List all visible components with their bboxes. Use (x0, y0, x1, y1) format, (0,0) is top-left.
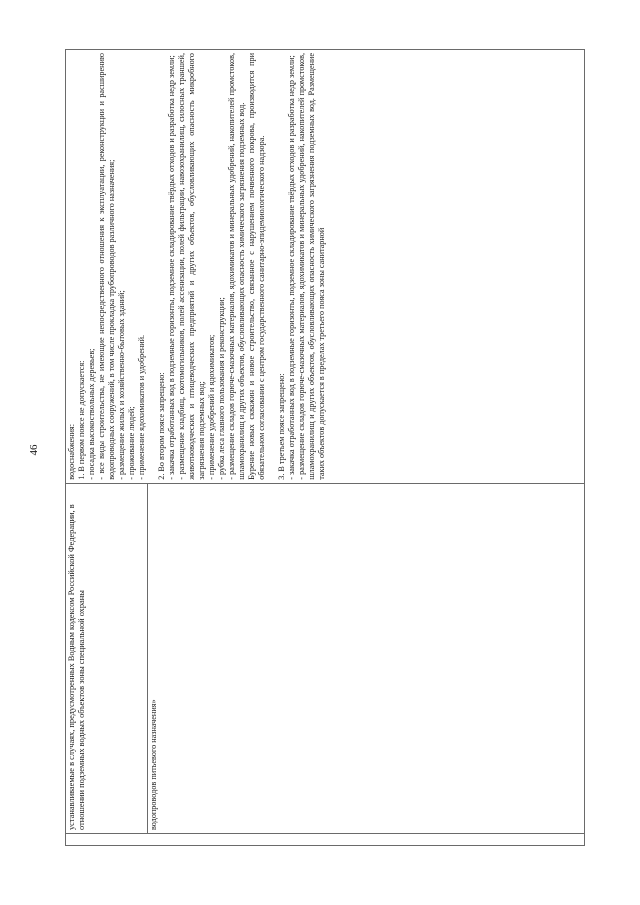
content-line: - закачка отработанных вод в подземные горизонты, подземное складирование твёрдых отходов и разработка недр земли; (287, 55, 296, 480)
content-line: Бурение новых скважин и новое строительство, связанное с нарушением почвенного покрова, производится при обязательном согласовании с центром государственного санитарно-эпидемиологического надзора. (247, 53, 266, 480)
right-cell-text: водопроводов питьевого назначения» (149, 699, 158, 830)
rotated-table-stage (65, 49, 585, 846)
content-line: - рубка леса главного пользования и реконструкции; (217, 297, 226, 480)
content-line: - посадка высокоствольных деревьев; (87, 348, 96, 480)
zone-restrictions-text (67, 53, 327, 480)
content-line: - размещение жилых и хозяйственно-бытовых зданий; (117, 290, 126, 480)
content-line: - размещение складов горюче-смазочных материалов, ядохимикатов и минеральных удобрений, накопителей промстоков, шламохранилищ и других объектов, обусловливающих опасность химического загрязнения подземных вод. Размещение таких объектов допускается в пределах третьего пояса зоны санитарной (297, 53, 326, 480)
table-empty-cell (66, 834, 585, 846)
table-content-cell (66, 50, 585, 484)
content-line: - размещение кладбищ, скотомогильников, полей ассенизации, полей фильтрации, навозохранилищ, силосных траншей, животноводческих и птицеводческих предприятий и других объектов, обусловливающих опасность микробного загрязнения подземных вод; (177, 53, 206, 480)
content-line: 3. В третьем поясе запрещено: (277, 373, 286, 480)
content-line: 2. Во втором поясе запрещено: (157, 372, 166, 480)
content-line: - закачка отработанных вод в подземные горизонты, подземное складирование твёрдых отходов и разработка недр земли; (167, 55, 176, 480)
content-line: - все виды строительства, не имеющие непосредственного отношения к эксплуатации, реконструкции и расширению водопроводных сооружений, в том числе прокладка трубопроводов различного назначения; (97, 53, 116, 480)
table-right-cell (148, 483, 585, 833)
content-line: - размещение складов горюче-смазочных материалов, ядохимикатов и минеральных удобрений, накопителей промстоков, шламохранилищ и других объектов, обусловливающих опасность химического загрязнения подземных вод. (227, 53, 246, 480)
content-line: - применение ядохимикатов и удобрений. (137, 334, 146, 480)
page-number: 46 (28, 444, 40, 456)
content-line: - проживание людей; (127, 406, 136, 480)
content-line: 1. В первом поясе не допускается: (77, 360, 86, 480)
document-table (65, 49, 585, 846)
content-line: водоснабжения: (67, 424, 76, 480)
restriction-label-text: устанавливаемые в случаях, предусмотренных Водным кодексом Российской Федерации, в отношении подземных водных объектов зоны специальной охраны (67, 504, 87, 830)
table-label-cell (66, 483, 148, 833)
content-line: - применение удобрений и ядохимикатов; (207, 334, 216, 480)
